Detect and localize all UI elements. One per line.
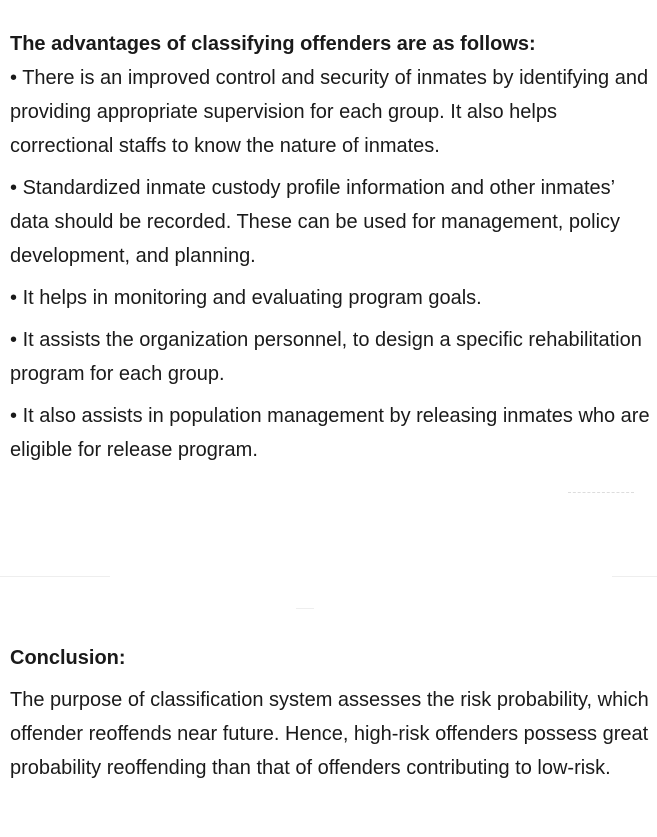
list-item-text: There is an improved control and security of inmates by identifying and providing appropriate supervision for each group. It also helps correctional staffs to know the nature of inmates. — [10, 67, 649, 157]
list-item-text: It helps in monitoring and evaluating program goals. — [22, 287, 482, 309]
bullet-icon: • — [10, 329, 18, 351]
faint-divider — [568, 492, 634, 493]
bullet-icon: • — [10, 405, 18, 427]
list-item-text: It assists the organization personnel, to design a specific rehabilitation program for each group. — [10, 329, 642, 385]
list-item-text: It also assists in population management by releasing inmates who are eligible for release program. — [10, 405, 650, 461]
list-item — [10, 61, 650, 163]
faint-divider — [296, 608, 314, 609]
conclusion-heading: Conclusion: — [10, 647, 126, 669]
faint-divider — [612, 576, 657, 577]
conclusion-paragraph: The purpose of classification system assesses the risk probability, which offender reoffends near future. Hence, high-risk offenders possess great probability reoffending than that of offenders contributing to low-risk. — [10, 689, 649, 779]
list-item-text: Standardized inmate custody profile information and other inmates’ data should be recorded. These can be used for management, policy development, and planning. — [10, 177, 621, 267]
list-item — [10, 323, 650, 391]
bullet-icon: • — [10, 287, 18, 309]
conclusion-section — [10, 641, 650, 785]
list-item — [10, 171, 650, 273]
advantages-list — [10, 61, 650, 467]
list-item — [10, 281, 650, 315]
bullet-icon: • — [10, 67, 18, 89]
bullet-icon: • — [10, 177, 18, 199]
advantages-heading: The advantages of classifying offenders are as follows: — [10, 33, 536, 55]
advantages-section — [10, 27, 650, 475]
faint-divider — [0, 576, 110, 577]
list-item — [10, 399, 650, 467]
